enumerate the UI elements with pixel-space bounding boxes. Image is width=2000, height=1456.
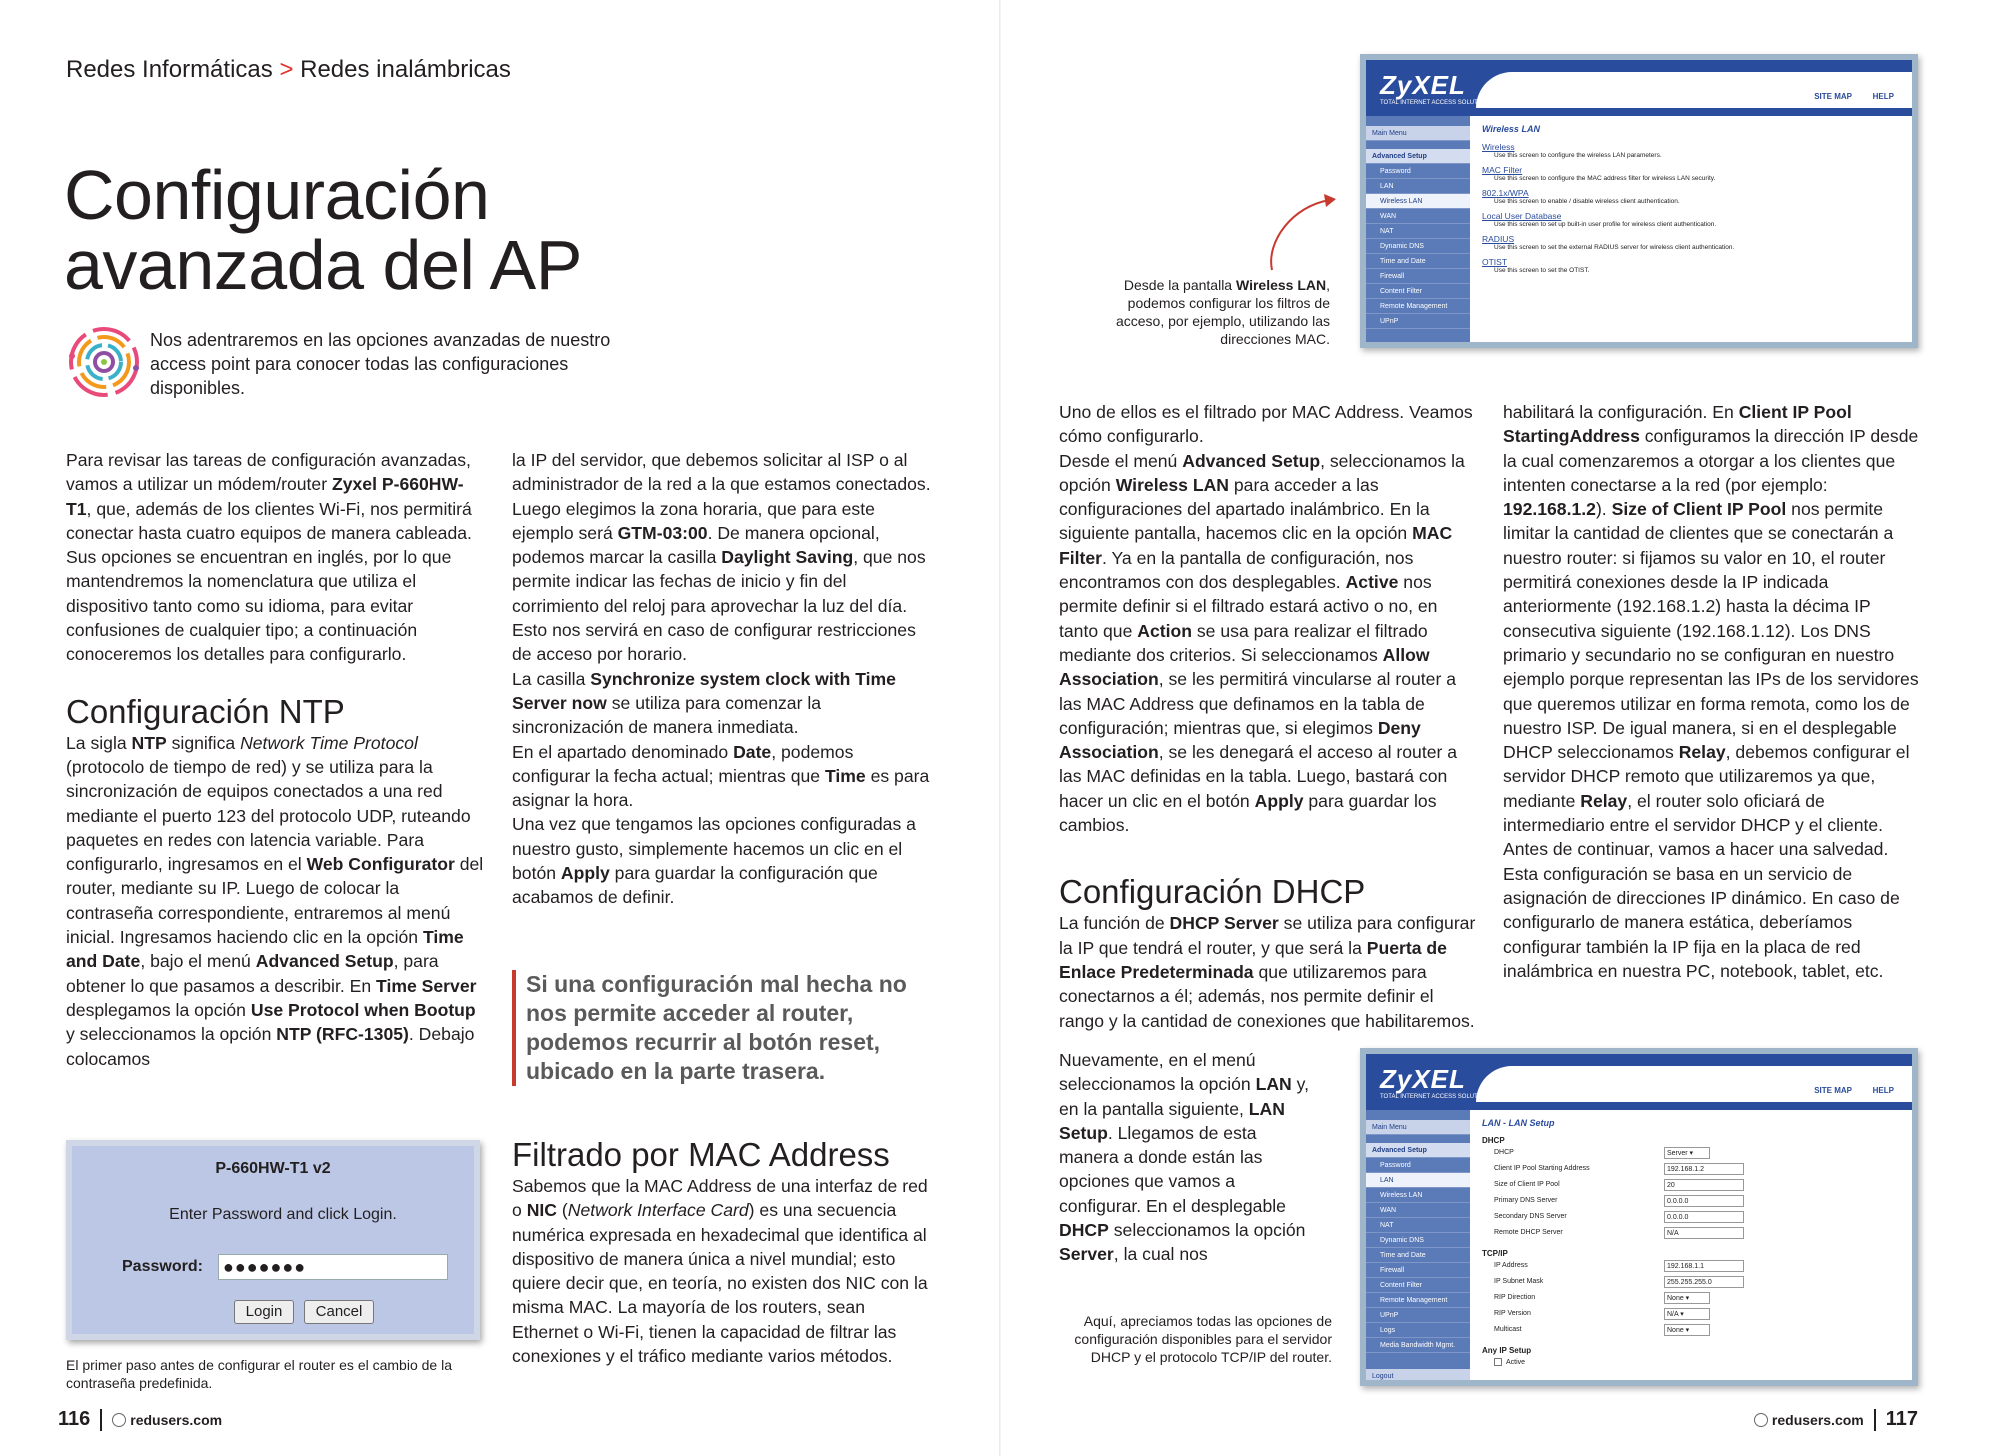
menu-item-main[interactable]: Main Menu	[1366, 126, 1470, 141]
bold-term: GTM-03:00	[617, 522, 708, 543]
text-run: Sabemos que la MAC Address de una interfaz de red o	[512, 1176, 928, 1221]
site-name: redusers.com	[1771, 1412, 1864, 1428]
text-run: ) es una secuencia numérica expresada en hexadecimal que identifica al dispositivo de manera única a nivel mundial; esto quiere decir que, en teoría, no existen dos NIC con la misma MAC. La mayoría de los routers, sean Ethernet o Wi-Fi, tienen la capacidad de filtrar las conexiones y el tráfico mediante varios métodos.	[512, 1200, 928, 1367]
breadcrumb-separator: >	[279, 56, 294, 83]
menu-item[interactable]: WAN	[1366, 1203, 1470, 1218]
title-line-1: Configuración	[64, 156, 490, 234]
italic-term: Network Time Protocol	[240, 732, 418, 753]
zyxel-logo: ZyXEL	[1380, 70, 1466, 100]
wireless-lan-screenshot	[1360, 54, 1918, 348]
menu-item[interactable]: Firewall	[1366, 1263, 1470, 1278]
pool-size-label: Size of Client IP Pool	[1494, 1181, 1560, 1188]
rip-version-select[interactable]: N/A ▾	[1664, 1308, 1710, 1320]
zyxel-tagline: TOTAL INTERNET ACCESS SOLUTION	[1380, 100, 1489, 106]
text-run: , que, además de los clientes Wi-Fi, nos permitirá conectar hasta cuatro equipos de manera cableada. Sus opciones se encuentran en inglés, por lo que mantendremos la nomenclatura que utiliza el dispositivo tanto como su idioma, para evitar confusiones de cualquier tipo; a continuación conoceremos los detalles para configurarlo.	[66, 498, 472, 665]
text-run: se utiliza para comenzar la sincronización de manera inmediata.	[512, 692, 822, 738]
column-4	[1503, 400, 1928, 983]
dhcp-row	[1482, 1177, 1912, 1193]
rip-version-label: RIP Version	[1494, 1310, 1531, 1317]
bold-term: MAC Filter	[1059, 523, 1453, 568]
text-run: La casilla	[512, 668, 591, 689]
text-run: . Debajo colocamos	[66, 1024, 475, 1069]
active-label: Active	[1506, 1359, 1526, 1366]
secondary-dns-label: Secondary DNS Server	[1494, 1213, 1567, 1220]
heading-dhcp: Configuración DHCP	[1059, 873, 1366, 911]
text-run: , para obtener lo que pasamos a describir. En	[66, 951, 439, 996]
dhcp-row	[1482, 1161, 1912, 1177]
breadcrumb	[66, 56, 511, 84]
zyxel-header	[1366, 1054, 1912, 1110]
text-run: Nuevamente, en el menú seleccionamos la opción	[1059, 1050, 1256, 1095]
wireless-desc: Use this screen to configure the wireless LAN parameters.	[1494, 152, 1662, 159]
text-run: se utiliza para configurar la IP que tendrá el router, y que será la	[1059, 913, 1476, 958]
bold-term: Wireless LAN	[1115, 474, 1229, 495]
menu-item[interactable]: Content Filter	[1366, 1278, 1470, 1293]
text-run: para guardar los cambios.	[1059, 790, 1437, 836]
secondary-dns-input[interactable]: 0.0.0.0	[1664, 1211, 1744, 1223]
text-run: se usa para realizar el filtrado mediante dos criterios. Si seleccionamos	[1059, 620, 1428, 665]
bold-term: NTP	[131, 732, 167, 753]
help-link[interactable]: HELP	[1872, 92, 1894, 101]
menu-item-main[interactable]: Main Menu	[1366, 1120, 1470, 1135]
bold-term: Allow Association	[1059, 644, 1430, 690]
login-prompt: Enter Password and click Login.	[169, 1206, 397, 1223]
page-number-left: 116	[58, 1408, 91, 1430]
column-2-lower	[512, 1136, 932, 1368]
bold-term: Zyxel P-660HW-T1	[66, 474, 464, 519]
text-run: , debemos configurar el servidor DHCP remoto que utilizaremos ya que, mediante	[1503, 742, 1910, 811]
text-run: que utilizaremos para conectarnos a él; además, nos permite definir el rango y la cantidad de conexiones que habilitaremos.	[1059, 961, 1475, 1031]
text-run: . Llegamos de esta manera a donde están las opciones que vamos a configurar. En el desplegable	[1059, 1122, 1286, 1216]
menu-item[interactable]: Dynamic DNS	[1366, 1233, 1470, 1248]
text-run: para guardar la configuración que acabamos de definir.	[512, 863, 878, 908]
lan-setup-heading: LAN - LAN Setup	[1482, 1118, 1555, 1128]
bold-term: Date	[733, 741, 772, 762]
title-line-2: avanzada del AP	[64, 226, 582, 304]
bold-term: NIC	[526, 1200, 557, 1221]
column-3-wrap	[1059, 1048, 1314, 1267]
bold-term: Advanced Setup	[1182, 450, 1321, 471]
otist-desc: Use this screen to set the OTIST.	[1494, 267, 1590, 274]
col2-paragraph-3	[512, 667, 932, 740]
tcpip-section-title: TCP/IP	[1482, 1249, 1508, 1258]
primary-dns-label: Primary DNS Server	[1494, 1197, 1558, 1204]
menu-item[interactable]: Media Bandwidth Mgmt.	[1366, 1338, 1470, 1353]
remote-dhcp-label: Remote DHCP Server	[1494, 1229, 1563, 1236]
dhcp-row	[1482, 1209, 1912, 1225]
bold-term: LAN Setup	[1059, 1098, 1285, 1143]
any-ip-section-title: Any IP Setup	[1482, 1346, 1532, 1355]
col3-paragraph-4	[1059, 1048, 1314, 1267]
col3-paragraph-3	[1059, 911, 1479, 1032]
globe-icon	[1754, 1413, 1768, 1427]
zyxel-sidebar	[1366, 116, 1470, 342]
zyxel-sidebar	[1366, 1110, 1470, 1380]
text-run: En el apartado denominado	[512, 741, 734, 762]
dhcp-row	[1482, 1193, 1912, 1209]
footer-left	[58, 1408, 222, 1431]
text-run: significa	[166, 732, 241, 753]
wpa-link[interactable]: 802.1x/WPA	[1482, 188, 1529, 198]
footer-divider	[100, 1409, 102, 1431]
network-circle-icon	[66, 324, 142, 400]
text-run: nos permite definir si el filtrado estará activo o no, en tanto que	[1059, 572, 1438, 641]
col2-paragraph-5	[512, 812, 932, 909]
text-run: , que nos permite indicar las fechas de inicio y fin del corrimiento del reloj para aprovechar la luz del día. Esto nos servirá en caso de configurar restricciones de acceso por horario.	[512, 547, 926, 665]
menu-item-advanced-setup[interactable]: Advanced Setup	[1366, 1143, 1470, 1158]
rip-direction-select[interactable]: None ▾	[1664, 1292, 1710, 1304]
text-run: ).	[1595, 499, 1612, 520]
bold-term: Use Protocol when Bootup	[250, 999, 476, 1020]
col4-paragraph-1	[1503, 400, 1928, 837]
wpa-desc: Use this screen to enable / disable wireless client authentication.	[1494, 198, 1680, 205]
text-run: Una vez que tengamos las opciones configuradas a nuestro gusto, simplemente hacemos un clic en el botón	[512, 814, 916, 884]
menu-item[interactable]: Password	[1366, 1158, 1470, 1173]
remote-dhcp-input[interactable]: N/A	[1664, 1227, 1744, 1239]
text-run: configuramos la dirección IP desde la cual comenzaremos a otorgar a los clientes que intenten conectarse a la red (por ejemplo:	[1503, 426, 1919, 495]
multicast-select[interactable]: None ▾	[1664, 1324, 1710, 1336]
bold-term: Action	[1137, 620, 1192, 641]
radius-link[interactable]: RADIUS	[1482, 234, 1515, 244]
bold-term: Puerta de Enlace Predeterminada	[1059, 937, 1447, 982]
text-run: Para revisar las tareas de configuración avanzadas, vamos a utilizar un módem/router	[66, 450, 471, 495]
menu-item[interactable]: UPnP	[1366, 1308, 1470, 1323]
text-run: , bajo el menú	[140, 951, 256, 972]
menu-item[interactable]: NAT	[1366, 1218, 1470, 1233]
text-run: seleccionamos la opción	[1108, 1220, 1306, 1241]
site-map-link[interactable]: SITE MAP	[1814, 1086, 1852, 1095]
text-run: desplegamos la opción	[66, 999, 251, 1020]
col2-paragraph-2	[512, 497, 932, 667]
menu-item-lan[interactable]: LAN	[1366, 1173, 1470, 1188]
password-label: Password:	[122, 1258, 203, 1275]
menu-item[interactable]: Time and Date	[1366, 1248, 1470, 1263]
text-run: (protocolo de tiempo de red) y se utiliza para la sincronización de equipos conectados a una red mediante el puerto 123 del protocolo UDP, ruteando paquetes en redes con latencia variable. Para configurarlo, ingresamos en el	[66, 756, 471, 875]
lan-setup-content	[1482, 1110, 1912, 1380]
text-run: , el router solo oficiará de intermediario entre el servidor DHCP y el cliente.	[1503, 790, 1884, 836]
text-run: . Ya en la pantalla de configuración, nos encontramos con dos desplegables.	[1059, 547, 1414, 593]
local-user-db-link[interactable]: Local User Database	[1482, 211, 1562, 221]
text-run: La sigla	[66, 732, 132, 753]
italic-term: Network Interface Card	[567, 1200, 749, 1221]
intro-text: Nos adentraremos en las opciones avanzadas de nuestro access point para conocer todas las configuraciones disponibles.	[150, 330, 611, 398]
col1-paragraph-2	[66, 731, 486, 1071]
bold-term: Time	[824, 765, 866, 786]
login-button[interactable]: Login	[234, 1300, 294, 1324]
text-run: Luego elegimos la zona horaria, que para este ejemplo será	[512, 498, 875, 543]
text-run: para acceder a las configuraciones del apartado inalámbrico. En la siguiente pantalla, hacemos clic en la opción	[1059, 474, 1430, 544]
radius-desc: Use this screen to set the external RADIUS server for wireless client authentication.	[1494, 244, 1735, 251]
bold-term: NTP (RFC-1305)	[276, 1024, 409, 1045]
col2-paragraph-4	[512, 740, 932, 813]
heading-mac-filter: Filtrado por MAC Address	[512, 1136, 890, 1173]
lan-caption: Aquí, apreciamos todas las opciones de configuración disponibles para el servidor DHCP y el protocolo TCP/IP del router.	[1074, 1313, 1332, 1365]
wireless-lan-heading: Wireless LAN	[1482, 124, 1540, 134]
dhcp-section-title: DHCP	[1482, 1136, 1505, 1145]
text-run: Uno de ellos es el filtrado por MAC Address. Veamos cómo configurarlo.	[1059, 402, 1473, 447]
text-run: (	[557, 1200, 568, 1221]
zyxel-header-bar	[1476, 72, 1912, 108]
menu-item[interactable]: Logs	[1366, 1323, 1470, 1338]
wireless-lan-content	[1482, 116, 1912, 342]
menu-item[interactable]: Dynamic DNS	[1366, 239, 1470, 254]
bold-term: Advanced Setup	[255, 951, 394, 972]
text-run: Antes de continuar, vamos a hacer una salvedad. Esta configuración se basa en un servicio de asignación de direcciones IP dinámico. En caso de configurarlo de manera estática, deberíamos configurar también la IP fija en la placa de red inalámbrica en nuestra PC, notebook, tablet, etc.	[1503, 839, 1900, 981]
zyxel-menu	[1366, 126, 1470, 329]
menu-item[interactable]: Time and Date	[1366, 254, 1470, 269]
ip-address-label: IP Address	[1494, 1262, 1528, 1269]
active-checkbox[interactable]	[1494, 1358, 1502, 1366]
rip-direction-label: RIP Direction	[1494, 1294, 1536, 1301]
text-run: . De manera opcional, podemos marcar la casilla	[512, 522, 880, 568]
text-run: , se les permitirá vincularse al router a las MAC Address que definamos en la tabla de configuración; mientras que, si elegimos	[1059, 669, 1456, 738]
menu-item[interactable]: LAN	[1366, 179, 1470, 194]
bold-term: Server	[1059, 1244, 1114, 1265]
globe-icon	[112, 1413, 126, 1427]
bold-term: Time Server	[376, 975, 477, 996]
ip-address-input[interactable]: 192.168.1.1	[1664, 1260, 1744, 1272]
menu-item[interactable]: WAN	[1366, 209, 1470, 224]
zyxel-menu	[1366, 1120, 1470, 1384]
text-run: del router, mediante su IP. Luego de colocar la contraseña correspondiente, entraremos al menú inicial. Ingresamos haciendo clic en la opción	[66, 854, 484, 948]
bold-term: Synchronize system clock with Time Server now	[512, 668, 896, 713]
page-spine	[999, 0, 1001, 1456]
col4-paragraph-2	[1503, 837, 1928, 983]
text-run: , podemos configurar la fecha actual; mientras que	[512, 741, 854, 786]
bold-term: Deny Association	[1059, 717, 1421, 763]
mac-filter-desc: Use this screen to configure the MAC address filter for wireless LAN security.	[1494, 175, 1716, 182]
col3-paragraph-2	[1059, 449, 1479, 838]
text-run: , la cual nos	[1113, 1244, 1208, 1265]
menu-item[interactable]: Remote Management	[1366, 299, 1470, 314]
subnet-mask-label: IP Subnet Mask	[1494, 1278, 1544, 1285]
site-map-link[interactable]: SITE MAP	[1814, 92, 1852, 101]
login-model: P-660HW-T1 v2	[215, 1160, 331, 1177]
breadcrumb-section: Redes Informáticas	[66, 56, 273, 83]
primary-dns-input[interactable]: 0.0.0.0	[1664, 1195, 1744, 1207]
bold-term: LAN	[1255, 1074, 1292, 1095]
menu-item[interactable]: Content Filter	[1366, 284, 1470, 299]
otist-link[interactable]: OTIST	[1482, 257, 1508, 267]
menu-item[interactable]: NAT	[1366, 224, 1470, 239]
text-run: la IP del servidor, que debemos solicitar al ISP o al administrador de la red a la que estamos conectados.	[512, 450, 931, 495]
footer-divider	[1874, 1409, 1876, 1431]
menu-item-logout[interactable]: Logout	[1366, 1369, 1470, 1384]
bold-term: DHCP	[1059, 1220, 1109, 1241]
text-run: La función de	[1059, 913, 1170, 934]
text-run: , se les denegará el acceso al router a las MAC definidas en la tabla. Luego, bastará con hacer un clic en el botón	[1059, 742, 1458, 811]
subnet-mask-input[interactable]: 255.255.255.0	[1664, 1276, 1744, 1288]
tcpip-row	[1482, 1290, 1912, 1306]
bold-term: Relay	[1678, 742, 1726, 763]
wireless-link[interactable]: Wireless	[1482, 142, 1515, 152]
text-run: es para asignar la hora.	[512, 765, 930, 811]
tcpip-row	[1482, 1306, 1912, 1322]
bold-term: Apply	[1254, 790, 1304, 811]
text-run: y seleccionamos la opción	[66, 1024, 277, 1045]
local-user-db-desc: Use this screen to set up built-in user profile for wireless client authentication.	[1494, 221, 1717, 228]
pool-start-label: Client IP Pool Starting Address	[1494, 1165, 1590, 1172]
wireless-caption-bold: Wireless LAN	[1235, 277, 1327, 293]
col3-paragraph-1	[1059, 400, 1479, 449]
any-ip-row	[1482, 1355, 1912, 1371]
pool-start-input[interactable]: 192.168.1.2	[1664, 1163, 1744, 1175]
dhcp-row	[1482, 1145, 1912, 1161]
multicast-label: Multicast	[1494, 1326, 1522, 1333]
bold-term: Size of Client IP Pool	[1611, 499, 1787, 520]
zyxel-tagline: TOTAL INTERNET ACCESS SOLUTION	[1380, 1094, 1489, 1100]
column-3	[1059, 400, 1479, 1033]
tcpip-row	[1482, 1322, 1912, 1338]
menu-item[interactable]: Wireless LAN	[1366, 1188, 1470, 1203]
menu-item[interactable]: Password	[1366, 164, 1470, 179]
zyxel-header-bar	[1476, 1066, 1912, 1102]
wireless-caption-pre: Desde la pantalla	[1123, 277, 1236, 293]
login-caption: El primer paso antes de configurar el router es el cambio de la contraseña predefinida.	[66, 1357, 452, 1391]
footer-right	[1754, 1408, 1918, 1431]
bold-term: Time and Date	[66, 927, 464, 972]
col2-paragraph-6	[512, 1174, 932, 1368]
heading-ntp: Configuración NTP	[66, 692, 345, 730]
wireless-caption-post: , podemos configurar los filtros de acceso, por ejemplo, utilizando las direcciones MAC.	[1115, 277, 1330, 347]
cancel-button[interactable]: Cancel	[304, 1300, 374, 1324]
bold-term: DHCP Server	[1169, 913, 1279, 934]
text-run: nos permite limitar la cantidad de clientes que se conectarán a nuestro router: si fijamos su valor en 10, el router permitirá conexiones desde la IP indicada anteriormente (192.168.1.2) hasta la décima IP consecutiva siguiente (192.168.1.12). Los DNS primario y secundario no se configuran en nuestro ejemplo porque representan las IPs de los servidores que queremos utilizar en forma remota, como los de nuestro ISP. De igual manera, si en el desplegable DHCP seleccionamos	[1503, 499, 1919, 763]
page-title	[64, 156, 664, 304]
bold-term: 192.168.1.2	[1503, 499, 1596, 520]
dhcp-row	[1482, 1225, 1912, 1241]
bold-term: Apply	[560, 863, 610, 884]
login-screenshot	[66, 1140, 480, 1340]
menu-item-advanced-setup[interactable]: Advanced Setup	[1366, 149, 1470, 164]
breadcrumb-subsection: Redes inalámbricas	[300, 56, 511, 83]
bold-term: Relay	[1580, 790, 1628, 811]
dhcp-label: DHCP	[1494, 1149, 1514, 1156]
bold-term: Web Configurator	[306, 854, 455, 875]
text-run: , seleccionamos la opción	[1059, 450, 1465, 495]
password-input[interactable]: ●●●●●●●	[218, 1254, 448, 1280]
menu-item-wireless-lan[interactable]: Wireless LAN	[1366, 194, 1470, 209]
text-run: Desde el menú	[1059, 450, 1183, 471]
column-2	[512, 448, 932, 910]
help-link[interactable]: HELP	[1872, 1086, 1894, 1095]
tcpip-row	[1482, 1274, 1912, 1290]
pool-size-input[interactable]: 20	[1664, 1179, 1744, 1191]
text-run: y, en la pantalla siguiente,	[1059, 1074, 1310, 1119]
menu-item[interactable]: Remote Management	[1366, 1293, 1470, 1308]
tcpip-row	[1482, 1258, 1912, 1274]
zyxel-logo: ZyXEL	[1380, 1064, 1466, 1094]
menu-item[interactable]: UPnP	[1366, 314, 1470, 329]
col1-paragraph-1	[66, 448, 486, 667]
lan-setup-screenshot	[1360, 1048, 1918, 1386]
mac-filter-link[interactable]: MAC Filter	[1482, 165, 1523, 175]
site-name: redusers.com	[130, 1412, 223, 1428]
pull-quote: Si una configuración mal hecha no nos permite acceder al router, podemos recurrir al botón reset, ubicado en la parte trasera.	[512, 970, 937, 1086]
page-number-right: 117	[1885, 1408, 1918, 1430]
bold-term: Client IP Pool StartingAddress	[1503, 402, 1852, 447]
bold-term: Daylight Saving	[721, 547, 854, 568]
text-run: habilitará la configuración. En	[1503, 402, 1739, 422]
menu-item[interactable]: Firewall	[1366, 269, 1470, 284]
col2-paragraph-1	[512, 448, 932, 497]
curved-arrow-icon	[1262, 192, 1342, 274]
column-1	[66, 448, 486, 1071]
bold-term: Active	[1345, 572, 1399, 593]
dhcp-select[interactable]: Server ▾	[1664, 1147, 1710, 1159]
wireless-caption	[1090, 276, 1330, 348]
zyxel-header	[1366, 60, 1912, 116]
